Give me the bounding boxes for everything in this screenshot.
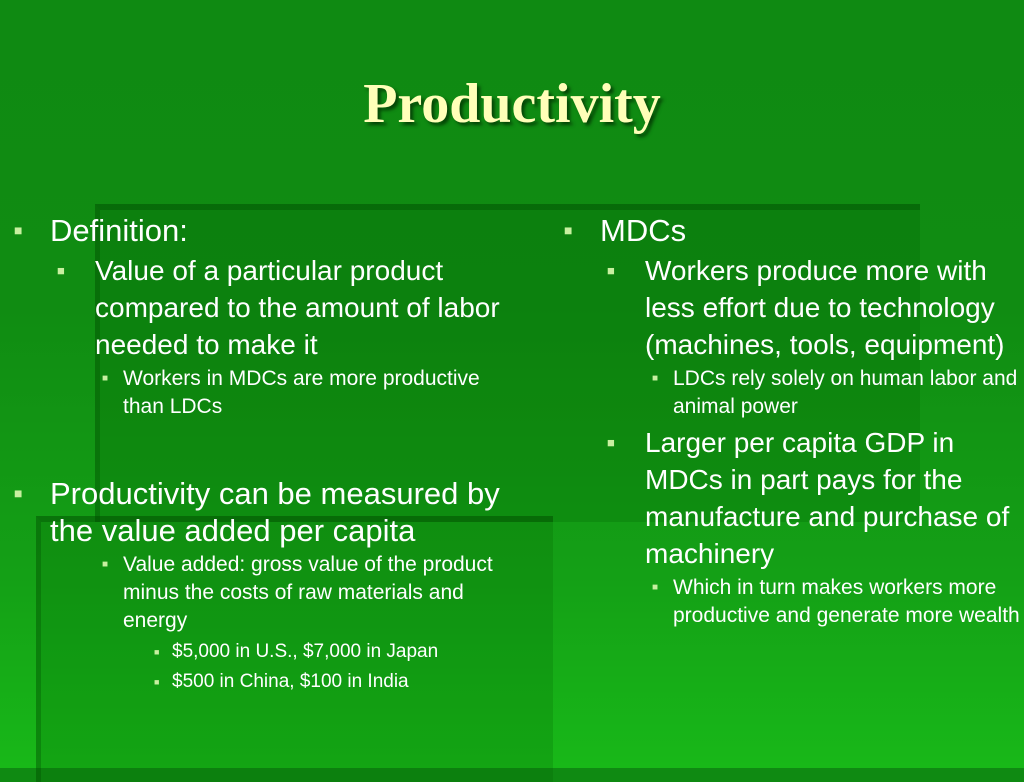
bullet-text: $5,000 in U.S., $7,000 in Japan	[172, 641, 439, 662]
right-column	[560, 208, 1020, 630]
bullet-text: Value of a particular product compared to the amount of labor needed to make it	[95, 255, 500, 360]
square-bullet-icon: ■	[607, 435, 615, 450]
square-bullet-icon: ■	[14, 485, 23, 501]
bullet-item	[560, 212, 1020, 249]
bullet-text: $500 in China, $100 in India	[172, 671, 409, 692]
bullet-item	[97, 365, 510, 421]
left-column	[10, 208, 510, 695]
square-bullet-icon: ■	[102, 373, 109, 384]
bullet-text: Which in turn makes workers more productive and generate more wealth	[673, 576, 1020, 627]
bullet-text: MDCs	[600, 213, 687, 248]
bullet-item	[49, 252, 510, 363]
square-bullet-icon: ■	[652, 373, 659, 384]
spacer	[10, 421, 510, 471]
square-bullet-icon: ■	[154, 647, 160, 657]
bullet-item	[647, 574, 1020, 630]
square-bullet-icon: ■	[102, 559, 109, 570]
bullet-item	[599, 252, 1020, 363]
square-bullet-icon: ■	[652, 582, 659, 593]
square-bullet-icon: ■	[607, 263, 615, 278]
square-bullet-icon: ■	[564, 222, 573, 238]
bullet-item	[10, 475, 510, 549]
bullet-text: Workers in MDCs are more productive than LDCs	[123, 367, 480, 418]
bullet-item	[150, 639, 510, 665]
bullet-text: Larger per capita GDP in MDCs in part pays for the manufacture and purchase of machinery	[645, 427, 1010, 569]
square-bullet-icon: ■	[154, 677, 160, 687]
bullet-text: Workers produce more with less effort due to technology (machines, tools, equipment)	[645, 255, 1005, 360]
square-bullet-icon: ■	[57, 263, 65, 278]
bullet-item	[150, 669, 510, 695]
slide-title: Productivity	[363, 73, 661, 135]
bullet-item	[10, 212, 510, 249]
bullet-item	[647, 365, 1020, 421]
bullet-text: Productivity can be measured by the value added per capita	[50, 476, 500, 548]
bullet-text: Definition:	[50, 213, 188, 248]
bullet-item	[97, 551, 510, 635]
bullet-text: Value added: gross value of the product minus the costs of raw materials and energy	[123, 553, 493, 632]
square-bullet-icon: ■	[14, 222, 23, 238]
bullet-item	[599, 424, 1020, 572]
bullet-text: LDCs rely solely on human labor and animal power	[673, 367, 1018, 418]
